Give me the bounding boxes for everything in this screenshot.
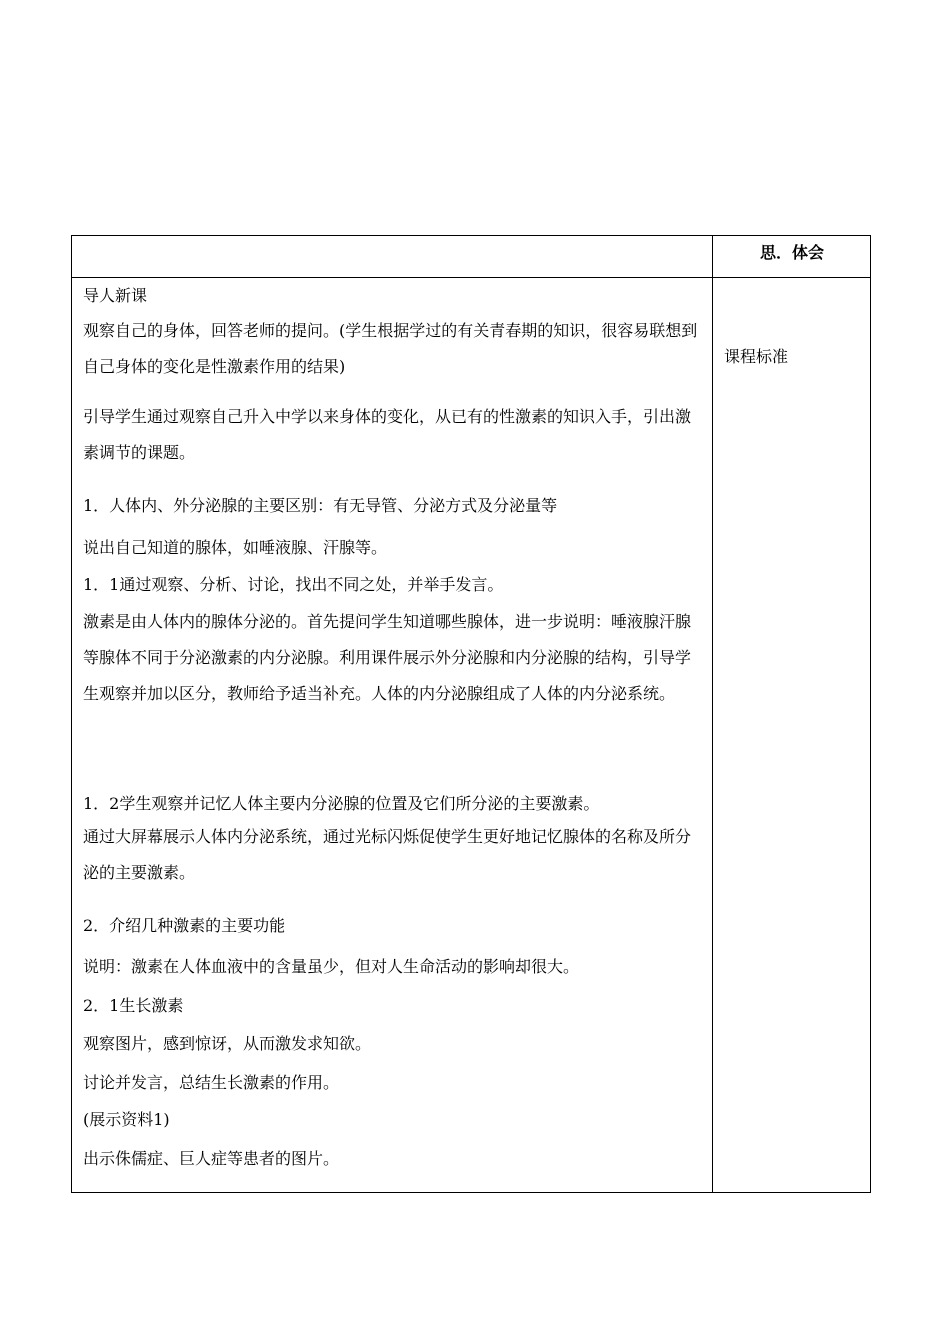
header-reflection: 思．体会 bbox=[759, 243, 824, 262]
paragraph-section-1-2: 1．2学生观察并记忆人体主要内分泌腺的位置及它们所分泌的主要激素。 bbox=[83, 794, 600, 813]
paragraph-section-1-1: 1．1通过观察、分析、讨论，找出不同之处，并举手发言。 bbox=[83, 575, 504, 594]
paragraph-explanation: 说明：激素在人体血液中的含量虽少，但对人生命活动的影响却很大。 bbox=[83, 957, 580, 976]
paragraph-observe-body: 观察自己的身体，回答老师的提问。(学生根据学过的有关青春期的知识，很容易联想到自己身体的变化是性激素作用的结果) bbox=[83, 321, 698, 376]
paragraph-section-1: 1．人体内、外分泌腺的主要区别：有无导管、分泌方式及分泌量等 bbox=[83, 496, 558, 515]
paragraph-name-glands: 说出自己知道的腺体，如唾液腺、汗腺等。 bbox=[83, 538, 388, 557]
paragraph-guide-students: 引导学生通过观察自己升入中学以来身体的变化，从已有的性激素的知识入手，引出激素调节的课题。 bbox=[83, 407, 692, 462]
side-note-curriculum-standard: 课程标准 bbox=[724, 347, 789, 366]
paragraph-intro-title: 导人新课 bbox=[83, 286, 148, 305]
paragraph-discuss: 讨论并发言，总结生长激素的作用。 bbox=[83, 1073, 340, 1092]
paragraph-section-2: 2．介绍几种激素的主要功能 bbox=[83, 916, 286, 935]
paragraph-section-2-1: 2．1生长激素 bbox=[83, 996, 184, 1015]
paragraph-screen-display: 通过大屏幕展示人体内分泌系统，通过光标闪烁促使学生更好地记忆腺体的名称及所分泌的主要激素。 bbox=[83, 827, 692, 882]
lesson-table bbox=[71, 235, 871, 1193]
paragraph-show-pictures: 出示侏儒症、巨人症等患者的图片。 bbox=[83, 1149, 340, 1168]
paragraph-material-1: (展示资料1) bbox=[83, 1110, 170, 1129]
paragraph-observe-pictures: 观察图片，感到惊讶，从而激发求知欲。 bbox=[83, 1034, 372, 1053]
column-divider bbox=[712, 236, 713, 1192]
header-divider bbox=[72, 277, 870, 278]
paragraph-hormone-explanation: 激素是由人体内的腺体分泌的。首先提问学生知道哪些腺体，进一步说明：唾液腺汗腺等腺体不同于分泌激素的内分泌腺。利用课件展示外分泌腺和内分泌腺的结构，引导学生观察并加以区分，教师给予适当补充。人体的内分泌腺组成了人体的内分泌系统。 bbox=[83, 612, 692, 703]
